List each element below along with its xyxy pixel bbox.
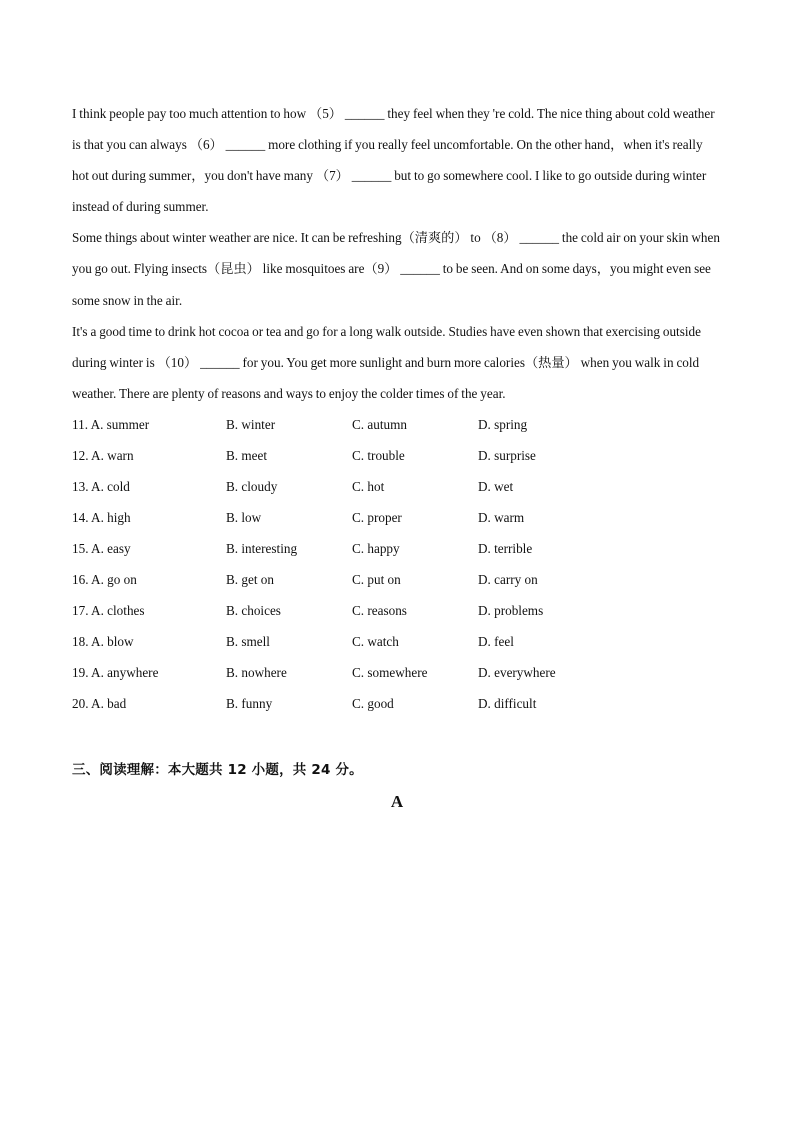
option-b: B. funny [226,696,273,712]
option-c: C. proper [352,509,402,525]
option-c: C. put on [352,572,401,588]
option-d: D. warm [478,509,525,525]
section-heading: 三、阅读理解：本大题共 12 小题，共 24 分。 [72,762,363,778]
cloze-passage [72,98,722,409]
option-b: B. low [226,509,262,525]
passage-paragraph: Some things about winter weather are nice. It can be refreshing（清爽的） to （8） ______ the cold air on your skin when you go out. Flying insects（昆虫） like mosquitoes are（9） ______ to be seen. And on some days，you might even see some snow in the air. [72,230,720,308]
option-c: C. watch [352,634,399,650]
option-b: B. winter [226,416,276,432]
option-d: D. terrible [478,540,533,556]
option-c: C. hot [352,478,385,494]
option-c: C. trouble [352,447,405,463]
question-row [72,440,722,471]
option-d: D. problems [478,603,544,619]
option-d: D. wet [478,478,514,494]
option-c: C. happy [352,540,400,556]
option-a: 19. A. anywhere [72,665,159,681]
option-a: 15. A. easy [72,540,131,556]
question-row [72,689,722,720]
option-c: C. reasons [352,603,407,619]
question-row [72,627,722,658]
option-d: D. feel [478,634,514,650]
option-d: D. carry on [478,572,538,588]
option-b: B. choices [226,603,281,619]
question-row [72,564,722,595]
option-b: B. interesting [226,540,298,556]
question-row [72,596,722,627]
option-c: C. good [352,696,394,712]
option-a: 20. A. bad [72,696,127,712]
option-a: 17. A. clothes [72,603,145,619]
option-d: D. spring [478,416,528,432]
option-d: D. surprise [478,447,536,463]
question-row [72,471,722,502]
option-a: 11. A. summer [72,416,150,432]
option-b: B. get on [226,572,274,588]
question-row [72,533,722,564]
answer-options [72,409,722,720]
option-b: B. meet [226,447,268,463]
option-a: 12. A. warn [72,447,134,463]
option-b: B. nowhere [226,665,287,681]
passage-paragraph: I think people pay too much attention to how （5） ______ they feel when they 're cold. The nice thing about cold weather is that you can always （6） ______ more clothing if you really feel uncomfortable. On the other hand，when it's really hot out during summer，you don't have many （7） ______ but to go somewhere cool. I like to go outside during winter instead of during summer. [72,106,715,215]
passage-title: A [390,792,404,811]
passage-paragraph: It's a good time to drink hot cocoa or tea and go for a long walk outside. Studies have even shown that exercising outside during winter is （10） ______ for you. You get more sunlight and burn more calories（热量） when you walk in cold weather. There are plenty of reasons and ways to enjoy the colder times of the year. [72,323,701,401]
option-b: B. smell [226,634,270,650]
option-d: D. difficult [478,696,537,712]
question-row [72,658,722,689]
option-c: C. autumn [352,416,407,432]
question-row [72,409,722,440]
option-d: D. everywhere [478,665,556,681]
option-b: B. cloudy [226,478,278,494]
option-a: 13. A. cold [72,478,130,494]
option-a: 14. A. high [72,509,131,525]
option-a: 18. A. blow [72,634,134,650]
option-c: C. somewhere [352,665,428,681]
question-row [72,502,722,533]
option-a: 16. A. go on [72,572,137,588]
